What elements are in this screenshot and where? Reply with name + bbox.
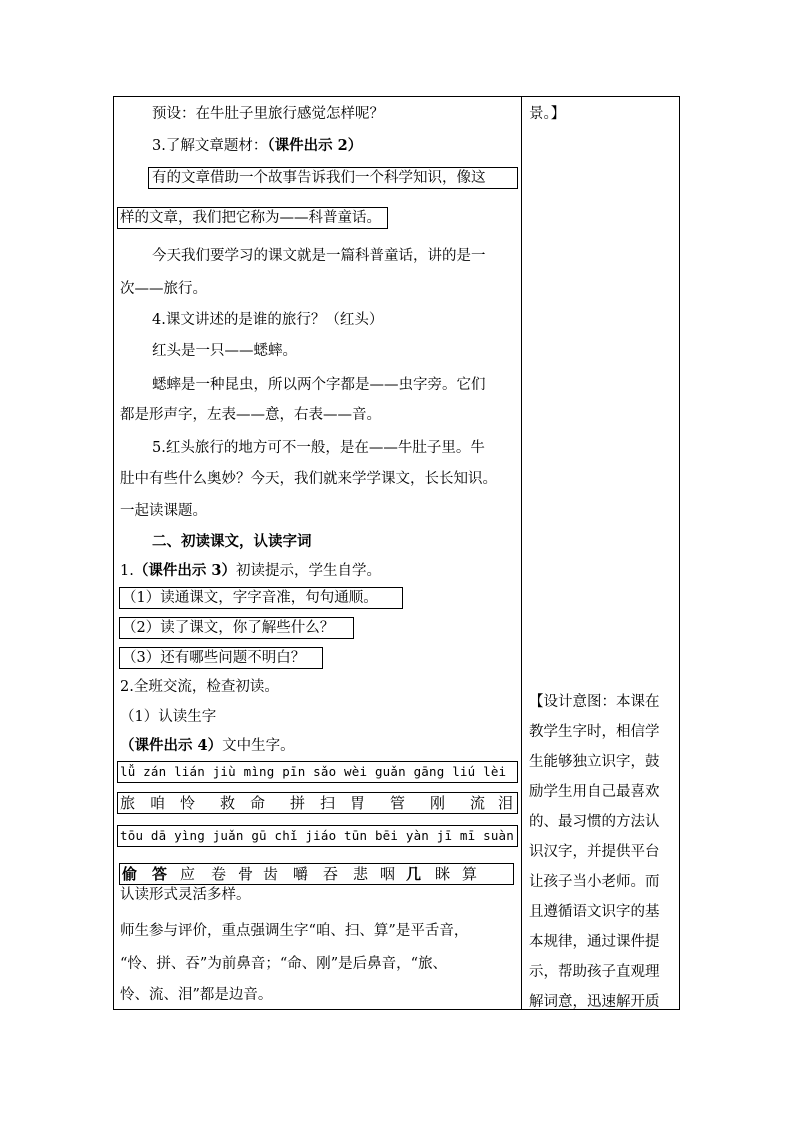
hanzi-char: 咽 bbox=[380, 865, 396, 883]
section-heading: 二、初读课文，认读字词 bbox=[152, 533, 312, 550]
hanzi-char: 算 bbox=[462, 865, 478, 883]
text-line: “怜、拼、吞”为前鼻音；“命、刚”是后鼻音，“旅、 bbox=[120, 956, 448, 972]
side-text-line: 生能够独立识字，鼓 bbox=[529, 754, 660, 770]
text-line: 蟋蟀是一种昆虫，所以两个字都是——虫字旁。它们 bbox=[152, 377, 486, 393]
text-line: 2.全班交流，检查初读。 bbox=[120, 679, 279, 695]
hanzi-char: 偷 bbox=[122, 865, 138, 883]
text-line: 4.课文讲述的是谁的旅行？（红头） bbox=[152, 312, 384, 328]
text-line: 认读形式灵活多样。 bbox=[120, 887, 251, 903]
text-line bbox=[120, 562, 381, 580]
text-line: 师生参与评价，重点强调生字“咱、扫、算”是平舌音， bbox=[120, 923, 469, 939]
side-text-line: 【设计意图：本课在 bbox=[529, 694, 660, 710]
side-text-line: 示，帮助孩子直观理 bbox=[529, 964, 660, 980]
side-text-line: 本规律，通过课件提 bbox=[529, 934, 660, 950]
side-text: 景。】 bbox=[529, 106, 566, 122]
text-line bbox=[152, 137, 362, 155]
side-text-line: 让孩子当小老师。而 bbox=[529, 874, 660, 890]
hanzi-char: 旅 bbox=[120, 794, 136, 812]
courseware-label: （课件出示 2） bbox=[267, 137, 363, 154]
text-span: 文中生字。 bbox=[222, 738, 295, 754]
text-span: 1. bbox=[120, 563, 134, 579]
hanzi-char: 吞 bbox=[323, 865, 339, 883]
text-line bbox=[120, 737, 295, 755]
text-line: （1）认读生字 bbox=[120, 709, 217, 725]
side-text-line: 解词意，迅速解开质 bbox=[529, 994, 660, 1010]
hanzi-char: 卷 bbox=[211, 865, 227, 883]
side-text-line: 的、最习惯的方法认 bbox=[529, 814, 660, 830]
text-line: 预设：在牛肚子里旅行感觉怎样呢？ bbox=[152, 106, 384, 122]
text-line: 次——旅行。 bbox=[120, 281, 207, 297]
hanzi-char: 救 bbox=[220, 794, 236, 812]
hanzi-char: 胃 bbox=[350, 794, 366, 812]
hanzi-char: 拼 bbox=[290, 794, 306, 812]
hanzi-box bbox=[117, 792, 518, 814]
text-line: 肚中有些什么奥妙？今天，我们就来学学课文，长长知识。 bbox=[120, 471, 497, 487]
hanzi-char: 几 bbox=[406, 865, 422, 883]
courseware-label: （课件出示 4） bbox=[120, 737, 223, 754]
hanzi-char: 怜 bbox=[180, 794, 196, 812]
boxed-text-line: 样的文章，我们把它称为——科普童话。 bbox=[120, 210, 381, 226]
hanzi-box bbox=[119, 863, 514, 885]
lesson-plan-table bbox=[113, 96, 680, 1010]
hanzi-char: 刚 bbox=[430, 794, 446, 812]
prompt-text: （1）读通课文，字字音准，句句通顺。 bbox=[122, 590, 378, 606]
text-line: 红头是一只——蟋蟀。 bbox=[152, 343, 297, 359]
boxed-text-line: 有的文章借助一个故事告诉我们一个科学知识，像这 bbox=[152, 170, 486, 186]
hanzi-char: 齿 bbox=[263, 865, 279, 883]
hanzi-char: 命 bbox=[250, 794, 266, 812]
text-line: 5.红头旅行的地方可不一般，是在——牛肚子里。牛 bbox=[152, 440, 485, 456]
text-span: 3.了解文章题材： bbox=[152, 138, 268, 154]
prompt-text: （2）读了课文，你了解些什么？ bbox=[122, 620, 335, 636]
side-text-line: 励学生用自己最喜欢 bbox=[529, 784, 660, 800]
hanzi-char: 骨 bbox=[238, 865, 254, 883]
pinyin-row: tōu dā yìng juǎn gū chǐ jiáo tūn bēi yàn jī mī suàn bbox=[120, 828, 515, 843]
design-intent-column bbox=[522, 97, 679, 1009]
hanzi-char: 管 bbox=[390, 794, 406, 812]
hanzi-char: 流 bbox=[470, 794, 486, 812]
prompt-text: （3）还有哪些问题不明白？ bbox=[122, 650, 306, 666]
hanzi-char: 悲 bbox=[353, 865, 369, 883]
pinyin-row: lǚ zán lián jiù mìng pīn sǎo wèi guǎn gāng liú lèi bbox=[120, 764, 507, 779]
side-text-line: 教学生字时，相信学 bbox=[529, 724, 660, 740]
text-line: 都是形声字，左表——意，右表——音。 bbox=[120, 407, 381, 423]
hanzi-char: 嚼 bbox=[293, 865, 309, 883]
hanzi-char: 咱 bbox=[150, 794, 166, 812]
text-line: 一起读课题。 bbox=[120, 503, 207, 519]
hanzi-char: 泪 bbox=[498, 794, 514, 812]
hanzi-char: 答 bbox=[152, 865, 168, 883]
text-span: 初读提示，学生自学。 bbox=[235, 563, 381, 579]
text-line: 今天我们要学习的课文就是一篇科普童话，讲的是一 bbox=[152, 248, 486, 264]
hanzi-char: 眯 bbox=[435, 865, 451, 883]
hanzi-char: 应 bbox=[180, 865, 196, 883]
side-text-line: 且遵循语文识字的基 bbox=[529, 904, 660, 920]
teaching-process-column bbox=[114, 97, 521, 1009]
side-text-line: 识汉字，并提供平台 bbox=[529, 844, 660, 860]
courseware-label: （课件出示 3） bbox=[133, 562, 236, 579]
hanzi-char: 扫 bbox=[320, 794, 336, 812]
text-line: 怜、流、泪”都是边音。 bbox=[120, 987, 273, 1003]
